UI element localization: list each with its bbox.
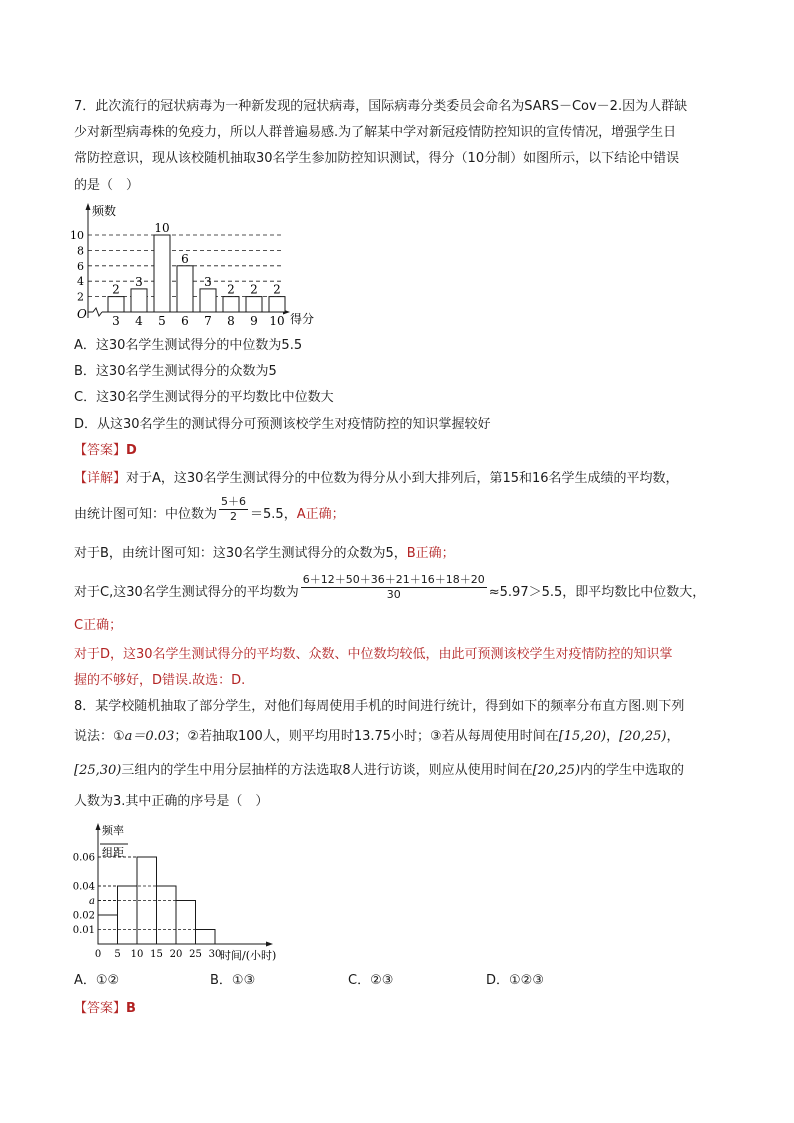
q7-bar-label: 2 bbox=[250, 282, 258, 297]
q7-fraction-median-num: 5＋6 bbox=[221, 495, 247, 508]
q7-bar-label: 6 bbox=[181, 251, 189, 266]
q7-fraction-mean-den: 30 bbox=[386, 588, 401, 601]
q7-detail-text-4b: ≈5.97＞5.5，即平均数比中位数大， bbox=[488, 585, 706, 600]
q8-x-tick: 5 bbox=[114, 949, 121, 960]
q7-bar bbox=[154, 235, 170, 312]
q8-answer bbox=[74, 1000, 136, 1018]
q8-bar bbox=[157, 886, 177, 944]
q7-origin: O bbox=[77, 307, 87, 321]
q7-detail-text-3: 对于B，由统计图可知：这30名学生测试得分的众数为5， bbox=[74, 546, 407, 561]
q7-detail-text-1: 对于A，这30名学生测试得分的中位数为得分从小到大排列后，第15和16名学生成绩的平均数， bbox=[126, 471, 679, 486]
q7-y-tick: 8 bbox=[77, 244, 84, 258]
q7-xlabel: 得分 bbox=[290, 312, 315, 326]
q7-detail-text-2c: A正确； bbox=[296, 507, 345, 522]
q7-fraction-median-den: 2 bbox=[230, 510, 238, 523]
q8-bar bbox=[176, 901, 196, 945]
q8-histogram bbox=[70, 818, 320, 963]
q7-answer-value: D bbox=[126, 443, 137, 458]
q7-y-tick: 6 bbox=[77, 259, 84, 273]
q8-line-3 bbox=[74, 762, 684, 780]
q8-y-tick: 0.04 bbox=[72, 881, 95, 893]
q8-line-4: 人数为3.其中正确的序号是（ ） bbox=[74, 794, 269, 809]
q8-y-tick: a bbox=[89, 896, 95, 907]
q8-answer-value: B bbox=[126, 1001, 136, 1016]
q7-line-4: 的是（ ） bbox=[74, 178, 140, 193]
q8-y-tick: 0.02 bbox=[72, 910, 95, 922]
q7-x-tick: 6 bbox=[181, 314, 189, 328]
q8-bar bbox=[118, 886, 138, 944]
q7-detail-text-2a: 由统计图可知：中位数为 bbox=[74, 507, 218, 522]
q8-option-a: A．①② bbox=[74, 973, 120, 988]
q8-x-tick: 0 bbox=[94, 949, 102, 960]
q7-bar bbox=[223, 297, 239, 312]
q8-y-tick: 0.01 bbox=[72, 925, 95, 936]
q7-bar-label: 2 bbox=[273, 282, 281, 297]
q7-bar-label: 3 bbox=[135, 274, 143, 289]
q7-detail-label: 【详解】 bbox=[74, 471, 127, 486]
q7-line-2: 少对新型病毒株的免疫力，所以人群普遍易感.为了解某中学对新冠疫情防控知识的宣传情况，增强学生日 bbox=[74, 125, 677, 140]
q7-bar bbox=[177, 266, 193, 312]
q8-x-tick: 30 bbox=[208, 949, 222, 960]
q8-text-2b: ；②若抽取100人，则平均用时13.75小时；③若从每周使用时间在 bbox=[174, 729, 559, 744]
q7-x-tick: 3 bbox=[112, 314, 120, 328]
q8-option-c: C．②③ bbox=[348, 973, 394, 988]
q7-detail-line-1 bbox=[74, 470, 679, 488]
q7-detail-line-3 bbox=[74, 545, 455, 563]
q7-option-a: A．这30名学生测试得分的中位数为5.5 bbox=[74, 338, 303, 353]
q7-line-1: 7．此次流行的冠状病毒为一种新发现的冠状病毒，国际病毒分类委员会命名为SARS－Cov－2.因为人群缺 bbox=[74, 99, 688, 114]
q8-answer-label: 【答案】 bbox=[74, 1001, 127, 1016]
q7-x-tick: 8 bbox=[227, 314, 235, 328]
q7-bar bbox=[200, 289, 216, 312]
q8-x-tick: 20 bbox=[169, 949, 183, 960]
q7-y-axis-arrow bbox=[86, 203, 91, 210]
q7-x-tick: 5 bbox=[158, 314, 166, 328]
q7-bar bbox=[131, 289, 147, 312]
q8-x-tick: 10 bbox=[130, 949, 144, 960]
q7-fraction-mean-num: 6＋12＋50＋36＋21＋16＋18＋20 bbox=[302, 573, 485, 586]
q7-frequency-chart bbox=[70, 200, 330, 335]
q7-y-tick: 2 bbox=[77, 290, 84, 304]
q7-y-tick: 4 bbox=[77, 275, 84, 289]
q8-line-1: 8．某学校随机抽取了部分学生，对他们每周使用手机的时间进行统计，得到如下的频率分布直方图.则下列 bbox=[74, 699, 685, 714]
q8-sep: ， bbox=[606, 729, 620, 744]
q8-text-3b: 内的学生中选取的 bbox=[580, 763, 685, 778]
q8-x-tick: 25 bbox=[189, 949, 202, 960]
q7-detail-text-4a: 对于C,这30名学生测试得分的平均数为 bbox=[74, 585, 299, 600]
q8-interval-2: [20,25) bbox=[619, 729, 667, 744]
q7-detail-line-7: 握的不够好，D错误.故选：D. bbox=[74, 673, 246, 688]
q7-option-c: C．这30名学生测试得分的平均数比中位数大 bbox=[74, 390, 334, 405]
q7-bar-label: 3 bbox=[204, 274, 212, 289]
q7-answer bbox=[74, 442, 137, 460]
q8-ylabel-top: 频率 bbox=[102, 824, 124, 837]
q7-x-tick: 4 bbox=[135, 314, 143, 328]
q7-bar bbox=[108, 297, 124, 312]
q7-bar-label: 10 bbox=[154, 221, 170, 235]
q7-axis-break bbox=[93, 308, 102, 316]
q7-x-tick: 7 bbox=[204, 314, 212, 328]
q8-y-axis-arrow bbox=[96, 823, 101, 830]
q7-detail-line-5: C正确； bbox=[74, 618, 123, 633]
q7-line-3: 常防控意识，现从该校随机抽取30名学生参加防控知识测试，得分（10分制）如图所示，以下结论中错误 bbox=[74, 151, 680, 166]
q7-fraction-median bbox=[219, 495, 248, 524]
q7-option-d: D．从这30名学生的测试得分可预测该校学生对疫情防控的知识掌握较好 bbox=[74, 417, 491, 432]
q7-option-b: B．这30名学生测试得分的众数为5 bbox=[74, 364, 277, 379]
q7-detail-line-2 bbox=[74, 495, 345, 524]
q8-xlabel: 时间/(小时) bbox=[220, 949, 277, 962]
q7-fraction-mean bbox=[301, 573, 487, 602]
q8-ylabel-bottom: 组距 bbox=[102, 846, 124, 859]
q8-interval-1: [15,20) bbox=[558, 729, 607, 744]
q8-x-axis-arrow bbox=[266, 942, 273, 947]
q8-y-tick: 0.06 bbox=[72, 852, 95, 864]
q8-interval-4: [20,25) bbox=[532, 763, 581, 778]
q7-x-tick: 9 bbox=[250, 314, 258, 328]
q7-bar-label: 2 bbox=[227, 282, 235, 297]
q7-detail-line-6: 对于D，这30名学生测试得分的平均数、众数、中位数均较低，由此可预测该校学生对疫情防控的知识掌 bbox=[74, 647, 673, 662]
q7-y-tick: 10 bbox=[70, 229, 84, 242]
q7-detail-line-4 bbox=[74, 573, 706, 602]
q8-text-3: 三组内的学生中用分层抽样的方法选取8人进行访谈，则应从使用时间在 bbox=[121, 763, 533, 778]
q8-x-tick: 15 bbox=[150, 949, 163, 960]
q8-option-b: B．①③ bbox=[210, 973, 256, 988]
q7-bar bbox=[246, 297, 262, 312]
q8-text-2a: 说法：① bbox=[74, 729, 125, 744]
q8-line-2: 说法：①a＝0.03；②若抽取100人，则平均用时13.75小时；③若从每周使用时间在[15,20)，[20,25)， bbox=[74, 729, 680, 744]
q8-option-d: D．①②③ bbox=[486, 973, 544, 988]
q7-answer-label: 【答案】 bbox=[74, 443, 127, 458]
q7-detail-text-2b: ＝5.5， bbox=[250, 507, 297, 522]
q7-ylabel: 频数 bbox=[92, 204, 117, 218]
q8-interval-3: [25,30) bbox=[74, 763, 122, 778]
q7-bar bbox=[269, 297, 285, 312]
q7-x-tick: 10 bbox=[269, 314, 285, 328]
q8-math-a: a＝0.03 bbox=[124, 729, 175, 744]
q8-bar bbox=[196, 930, 216, 945]
q7-detail-text-3b: B正确； bbox=[406, 546, 455, 561]
q7-bar-label: 2 bbox=[112, 282, 120, 297]
